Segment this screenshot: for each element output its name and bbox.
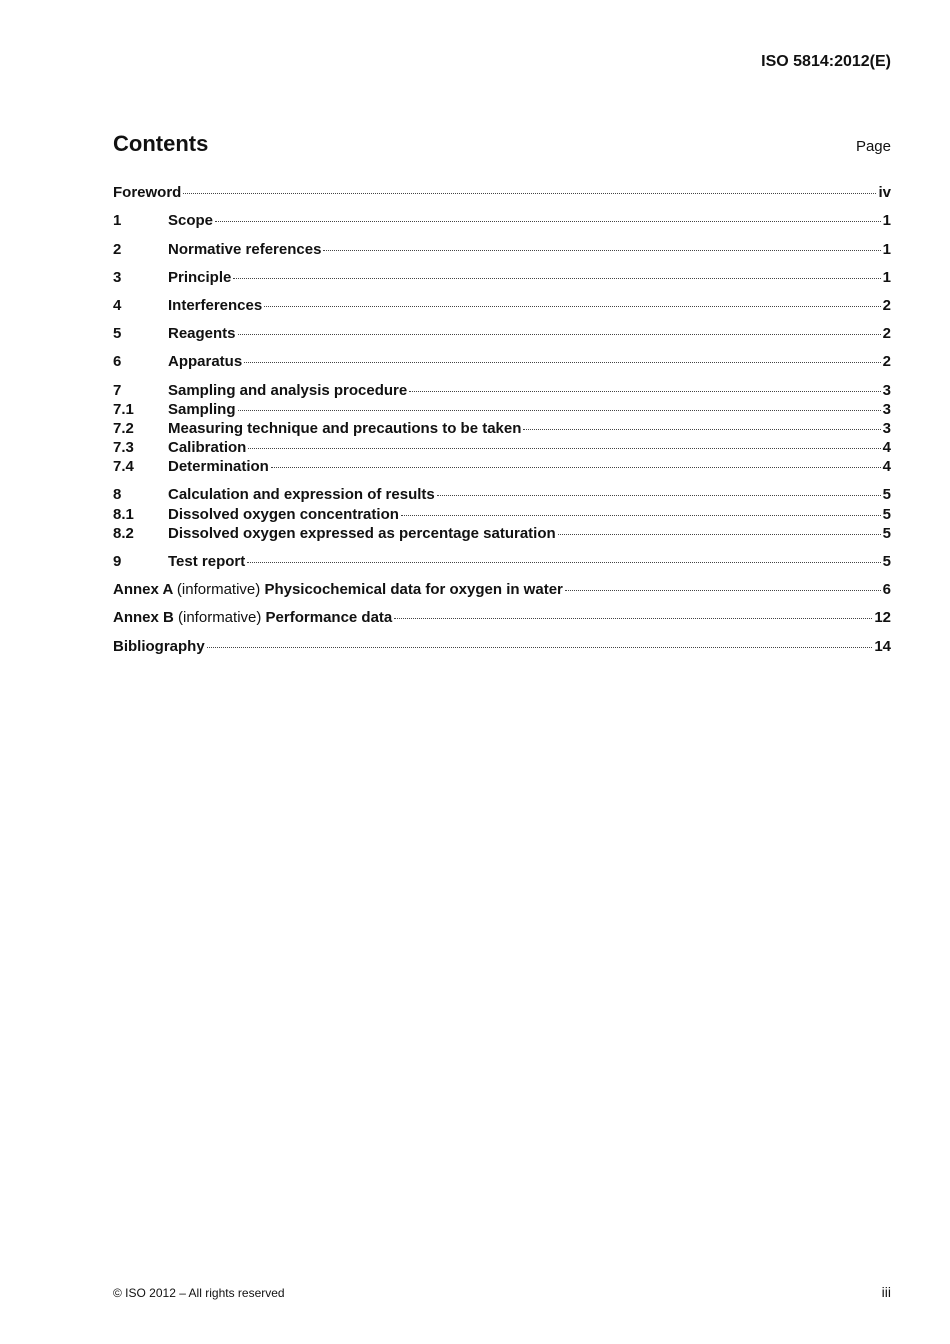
- toc-entry-page: 4: [882, 439, 891, 456]
- toc-entry-page: 6: [882, 581, 891, 598]
- toc-entry-sampling[interactable]: [113, 400, 891, 419]
- toc-entry-title: Determination: [168, 458, 269, 475]
- toc-entry-number: 7.4: [113, 458, 134, 475]
- toc-entry-number: 4: [113, 297, 122, 314]
- toc-entry-scope[interactable]: [113, 211, 891, 230]
- toc-entry-title: Calibration: [168, 439, 247, 456]
- dot-leader: [394, 618, 872, 619]
- toc-entry-page: 3: [882, 382, 891, 399]
- dot-leader: [523, 429, 880, 430]
- toc-entry-number: 7.2: [113, 420, 134, 437]
- toc-entry-number: 7.3: [113, 439, 134, 456]
- page-number: iii: [881, 1284, 891, 1300]
- toc-entry-test-report[interactable]: [113, 552, 891, 571]
- toc-entry-dissolved-oxygen-concentration[interactable]: [113, 505, 891, 524]
- toc-entry-bibliography[interactable]: [113, 637, 891, 656]
- toc-entry-number: 8.2: [113, 525, 134, 542]
- toc-entry-page: 1: [882, 241, 891, 258]
- annex-title: Performance data: [265, 609, 393, 626]
- toc-entry-title: Sampling and analysis procedure: [168, 382, 408, 399]
- toc-entry-page: 2: [882, 353, 891, 370]
- toc-entry-title: Measuring technique and precautions to be taken: [168, 420, 522, 437]
- dot-leader: [207, 647, 873, 648]
- toc-entry-normative-references[interactable]: [113, 240, 891, 259]
- dot-leader: [558, 534, 881, 535]
- toc-entry-page: 5: [882, 525, 891, 542]
- toc-entry-title: Foreword: [113, 184, 182, 201]
- dot-leader: [409, 391, 880, 392]
- toc-entry-title: Dissolved oxygen concentration: [168, 506, 399, 523]
- dot-leader: [244, 362, 880, 363]
- toc-entry-title: [113, 580, 563, 599]
- annex-qualifier: (informative): [176, 581, 261, 598]
- toc-entry-foreword[interactable]: [113, 183, 891, 202]
- document-id: ISO 5814:2012(E): [761, 53, 891, 70]
- toc-entry-number: 6: [113, 353, 122, 370]
- dot-leader: [233, 278, 880, 279]
- page-column-label: Page: [855, 138, 891, 155]
- toc-entry-page: 4: [882, 458, 891, 475]
- contents-heading: Contents: [113, 131, 209, 156]
- toc-entry-page: iv: [878, 184, 891, 201]
- toc-entry-number: 8.1: [113, 506, 134, 523]
- dot-leader: [323, 250, 880, 251]
- toc-entry-calculation[interactable]: [113, 485, 891, 504]
- toc-entry-page: 5: [882, 486, 891, 503]
- annex-label: Annex B: [113, 609, 174, 626]
- toc-entry-number: 5: [113, 325, 122, 342]
- annex-qualifier: (informative): [178, 609, 262, 626]
- toc-entry-number: 7: [113, 382, 122, 399]
- annex-label: Annex A: [113, 581, 173, 598]
- toc-entry-page: 2: [882, 325, 891, 342]
- dot-leader: [401, 515, 881, 516]
- toc-entry-page: 1: [882, 269, 891, 286]
- toc-entry-title: Scope: [168, 212, 214, 229]
- toc-entry-title: Reagents: [168, 325, 236, 342]
- toc-entry-reagents[interactable]: [113, 324, 891, 343]
- toc-entry-percentage-saturation[interactable]: [113, 524, 891, 543]
- toc-entry-interferences[interactable]: [113, 296, 891, 315]
- toc-entry-title: Interferences: [168, 297, 263, 314]
- toc-entry-determination[interactable]: [113, 457, 891, 476]
- toc-entry-number: 3: [113, 269, 122, 286]
- toc-entry-page: 2: [882, 297, 891, 314]
- toc-entry-page: 3: [882, 401, 891, 418]
- toc-entry-page: 5: [882, 506, 891, 523]
- toc-entry-page: 14: [874, 638, 891, 655]
- toc-entry-apparatus[interactable]: [113, 352, 891, 371]
- toc-entry-page: 12: [874, 609, 891, 626]
- dot-leader: [183, 193, 876, 194]
- toc-entry-sampling-and-analysis[interactable]: [113, 381, 891, 400]
- dot-leader: [271, 467, 881, 468]
- dot-leader: [248, 448, 880, 449]
- toc-entry-measuring-technique[interactable]: [113, 419, 891, 438]
- toc-entry-title: Dissolved oxygen expressed as percentage saturation: [168, 525, 556, 542]
- toc-entry-title: Principle: [168, 269, 232, 286]
- toc-entry-number: 8: [113, 486, 122, 503]
- toc-entry-title: Test report: [168, 553, 246, 570]
- toc-entry-principle[interactable]: [113, 268, 891, 287]
- toc-entry-number: 9: [113, 553, 122, 570]
- toc-entry-page: 5: [882, 553, 891, 570]
- toc-entry-title: Calculation and expression of results: [168, 486, 435, 503]
- toc-entry-title: Bibliography: [113, 638, 205, 655]
- dot-leader: [437, 495, 881, 496]
- dot-leader: [247, 562, 880, 563]
- toc-entry-annex-b[interactable]: [113, 608, 891, 627]
- toc-entry-number: 7.1: [113, 401, 134, 418]
- toc-entry-calibration[interactable]: [113, 438, 891, 457]
- toc-entry-number: 1: [113, 212, 122, 229]
- toc-entry-page: 3: [882, 420, 891, 437]
- dot-leader: [264, 306, 880, 307]
- annex-title: Physicochemical data for oxygen in water: [264, 581, 563, 598]
- toc-entry-number: 2: [113, 241, 122, 258]
- toc-entry-title: Normative references: [168, 241, 322, 258]
- toc-entry-title: Apparatus: [168, 353, 243, 370]
- toc-entry-page: 1: [882, 212, 891, 229]
- toc-entry-title: Sampling: [168, 401, 236, 418]
- dot-leader: [215, 221, 881, 222]
- copyright-notice: © ISO 2012 – All rights reserved: [113, 1286, 285, 1300]
- dot-leader: [565, 590, 881, 591]
- dot-leader: [238, 334, 881, 335]
- toc-entry-annex-a[interactable]: [113, 580, 891, 599]
- toc-entry-title: [113, 608, 392, 627]
- dot-leader: [238, 410, 881, 411]
